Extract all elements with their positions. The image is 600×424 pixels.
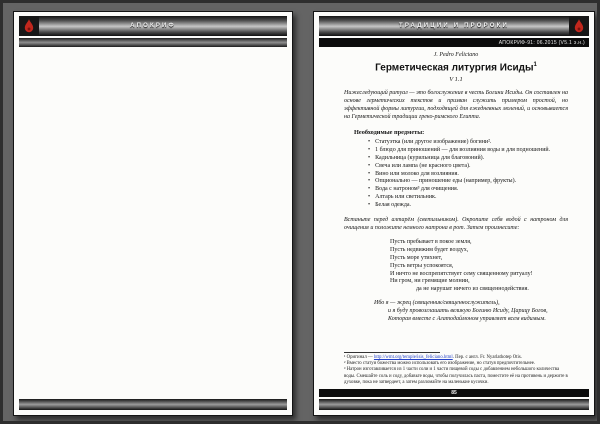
closing-line: Ибо я — жрец (священник/священнослужитель), (374, 300, 500, 307)
page-left (13, 11, 293, 416)
article-content (314, 47, 594, 350)
verse-line: да не нарушат ничего из священнодействия. (416, 286, 529, 293)
footnotes-block (314, 350, 594, 389)
page-right (313, 11, 595, 416)
journal-logo-icon (569, 16, 589, 36)
issue-info-bar (319, 38, 589, 47)
issue-info-text: АПОКРИФ-91: 06.2015 (V5.1 э.н.) (498, 39, 585, 46)
invocation-verse (390, 239, 568, 294)
list-item: • Опционально — приношение еды (например, фрукты). (368, 178, 568, 186)
closing-line: Которая вместе с Агатодаймоном управляет всем видимым. (388, 316, 546, 323)
article-author: J. Pedro Feliciano (433, 52, 479, 58)
right-footer-banner (319, 399, 589, 410)
verse-line: Пусть недвижим будет воздух, (390, 246, 469, 253)
flame-icon (23, 19, 35, 34)
page-number: 85 (451, 390, 457, 396)
verse-line: Пусть пребывает в покое земля, (390, 238, 472, 245)
closing-line: и я буду провозглашать великую Богиню Исиду, Царицу Богов, (388, 308, 548, 315)
page-number-bar (319, 389, 589, 397)
verse-line: И ничто не воспрепятствует сему священному ритуалу! (390, 270, 533, 277)
journal-logo-icon (19, 16, 39, 36)
list-item: • Кадильница (курильница для благовоний). (368, 155, 568, 163)
list-item: • Алтарь или светильник. (368, 194, 568, 202)
footnote-2: ² Вместо статуи божества можно использовать его изображение, но статуя предпочтительнее. (344, 361, 536, 367)
left-page-body (14, 47, 292, 397)
left-footer-banner (19, 399, 287, 410)
title-footnote-ref: 1 (533, 62, 537, 68)
list-item: • Белая одежда. (368, 202, 568, 210)
instruction-paragraph: Встаньте перед алтарём (светильником). Окропите себя водой с натроном для очищения и положите немного натрона в рот. Затем произнесите: (344, 217, 568, 232)
closing-paragraph (374, 300, 568, 324)
list-item: • Свеча или лампа (не красного цвета). (368, 163, 568, 171)
footnote-link[interactable]: http://wmt.org/temple/isis_feliciano.html (373, 354, 453, 360)
section-title: ТРАДИЦИИ И ПРОРОКИ (398, 23, 509, 29)
left-header-title: АПОКРИФ (130, 23, 176, 29)
intro-paragraph: Нижеследующий ритуал — это богослужение в честь Богини Исиды. Он составлен на основе герметических текстов и призван служить примером простой, но эффективной формы литургии, подходящей для ежедневных молений, и основывается на Герметической традиции греко-римского Египта. (344, 90, 568, 121)
article-version: V 1.1 (449, 76, 463, 84)
verse-line: Пусть ветры успокоятся, (390, 262, 454, 269)
verse-line: Ни гром, ни гремящие молнии, (390, 278, 470, 285)
items-heading: Необходимые предметы: (354, 128, 425, 136)
items-list (368, 139, 568, 210)
right-header-banner (319, 16, 589, 36)
list-item: • Вода с натроном³ для очищения. (368, 186, 568, 194)
verse-line: Пусть море утихнет, (390, 254, 443, 261)
footnote-divider (344, 352, 440, 353)
list-item: • Вино или молоко для возлияния. (368, 171, 568, 179)
list-item: • Статуэтка (или другое изображение) богини². (368, 139, 568, 147)
flame-icon (573, 19, 585, 34)
footnote-1: ¹ Оригинал — http://wmt.org/temple/isis_feliciano.html. Пер. с англ. Fr. Nyarlathotep Otis. (344, 354, 522, 360)
left-header-banner (19, 16, 287, 36)
article-title: Герметическая литургия Исиды$^1$ (375, 62, 537, 74)
left-header-strip (19, 38, 287, 47)
footnote-3: ³ Натрон изготавливается из 1 части соли и 1 части пищевой соды с добавлением небольшого количества воды. Смешайте соль и соду, добавьте воды, чтобы получилась паста, поместите её на противень и держите в духовке, пока не затвердеет, а затем разломайте на маленькие кусочки. (344, 367, 568, 385)
list-item: • 1 блюдо для приношений — для возлияния воды и для подношений. (368, 147, 568, 155)
